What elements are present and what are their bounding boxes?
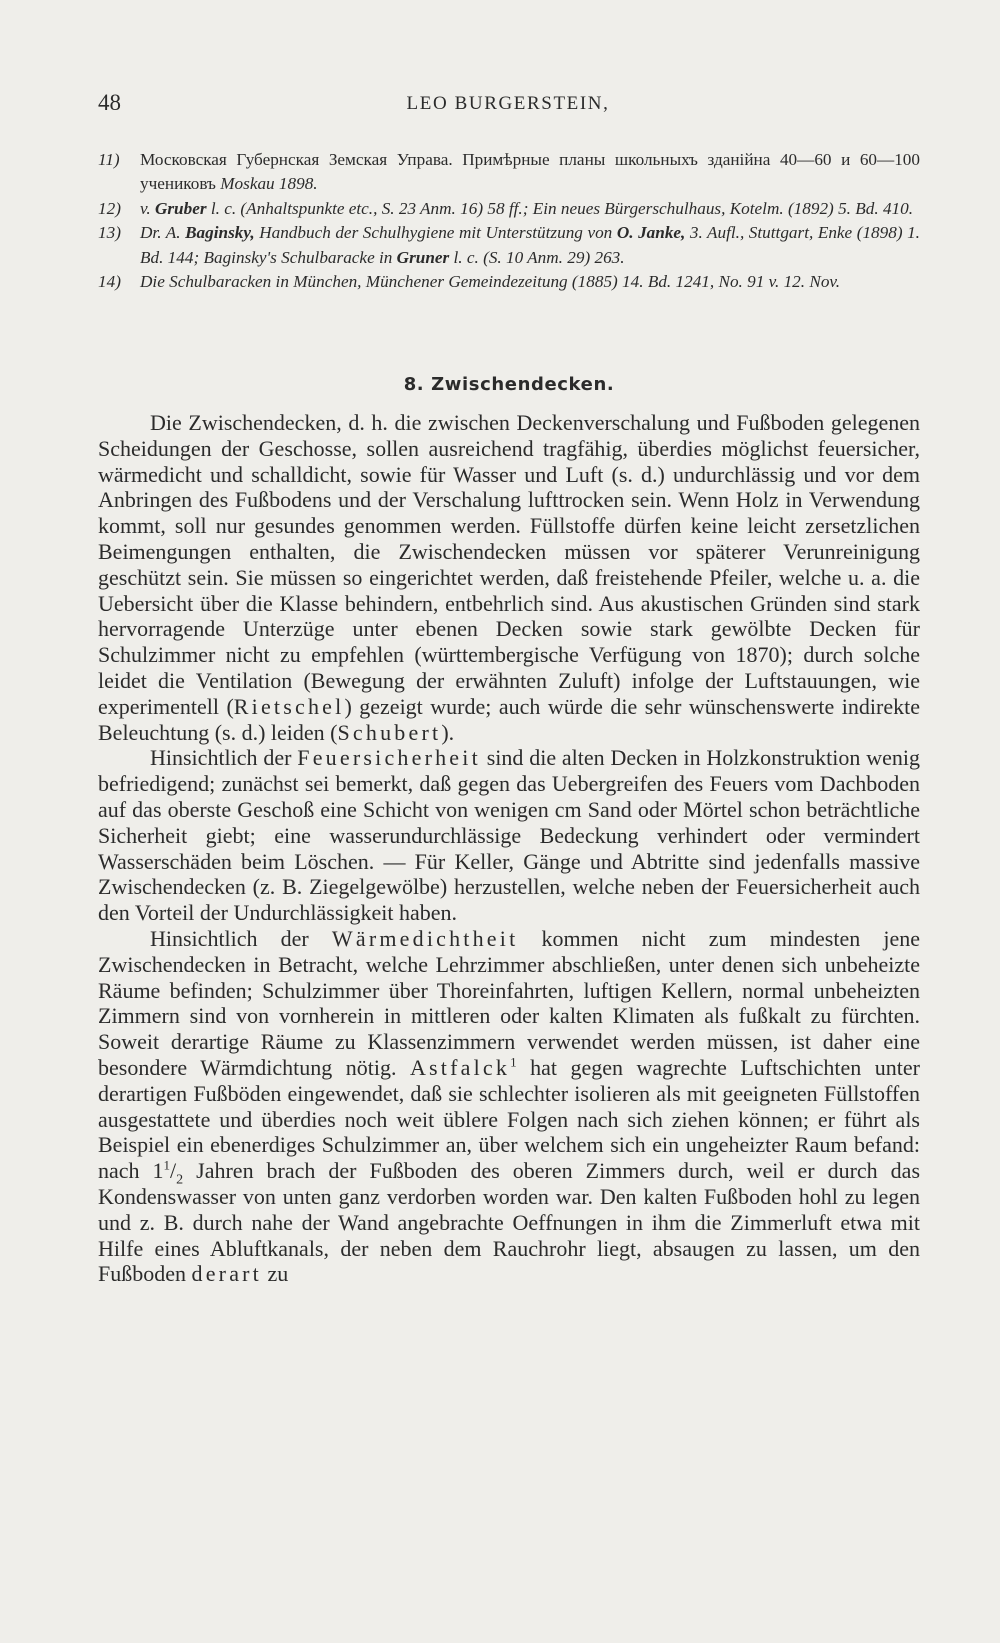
text-run: Hinsichtlich der <box>150 745 298 771</box>
spaced-emphasis: Feuersicherheit <box>297 745 481 771</box>
paragraph <box>98 745 920 926</box>
footnote <box>98 197 920 221</box>
text-run: kommen nicht zum mindesten jene Zwischendecken in Betracht, welche Lehrzimmer abschließen, unter denen sich unbeheizte Räume befinden; Schulzimmer über Thoreinfahrten, luftigen Kellern, normal unbeheizten Zimmern sind von vornherein in mittleren oder kalten Klimaten als fußkalt zu fürchten. Soweit derartige Räume zu Klassenzimmern verwendet werden müssen, ist daher eine besondere Wärmdichtung nötig. <box>98 925 920 1080</box>
text-run: Moskau 1898. <box>220 174 318 194</box>
paragraph <box>98 410 920 745</box>
text-run: ) gezeigt wurde; auch würde die sehr wünschenswerte indirekte Beleuchtung (s. d.) leiden ( <box>98 693 920 745</box>
superscript: 1 <box>163 1157 171 1173</box>
text-run: l. c. (Anhaltspunkte etc., S. 23 Anm. 16) 58 ff.; Ein neues Bürgerschulhaus, Kotelm. (1892) 5. Bd. 410. <box>206 198 914 218</box>
footnotes <box>98 148 920 294</box>
text-run: ). <box>441 719 455 745</box>
section-title: 8. Zwischendecken. <box>403 374 615 395</box>
page-number: 48 <box>98 90 121 115</box>
page-header <box>98 90 918 124</box>
text-run: v. <box>140 198 155 218</box>
text-run: на 40—60 и 60—100 учениковъ <box>140 150 920 194</box>
footnote-number: 12) <box>98 198 121 218</box>
spaced-emphasis: Schubert <box>337 719 442 745</box>
spaced-emphasis: Wärmedichtheit <box>331 925 519 951</box>
bold-name: Baginsky, <box>185 223 255 243</box>
text-run: 3. Aufl., Stuttgart, Enke (1898) 1. Bd. 144; Baginsky's Schulbaracke in <box>140 223 920 267</box>
footnote <box>98 270 920 294</box>
text-run: Hinsichtlich der <box>150 925 332 951</box>
paragraph <box>98 926 920 1287</box>
body-text <box>98 410 920 1287</box>
text-run: Die Zwischendecken, d. h. die zwischen Deckenverschalung und Fußboden gelegenen Scheidungen der Geschosse, sollen ausreichend tragfähig, überdies möglichst feuersicher, wärmedicht und schalldicht, sowie für Wasser und Luft (s. d.) undurchlässig und vor dem Anbringen des Fußbodens und der Verschalung lufttrocken sein. Wenn Holz in Verwendung kommt, soll nur gesundes genommen werden. Füllstoffe dürfen keine leicht zersetzlichen Beimengungen enthalten, die Zwischendecken müssen vor späterer Verunreinigung geschützt sein. Sie müssen so eingerichtet werden, daß freistehende Pfeiler, welche u. a. die Uebersicht über die Klasse behindern, entbehrlich sind. Aus akustischen Gründen sind stark hervorragende Unterzüge unter ebenen Decken sowie stark gewölbte Decken für Schulzimmer nicht zu empfehlen (württembergische Verfügung von 1870); durch solche leidet die Ventilation (Bewegung der erwähnten Zuluft) infolge der Luftstauungen, wie experimentell ( <box>98 410 920 719</box>
spaced-emphasis: Astfalck <box>409 1054 511 1080</box>
text-run: Handbuch der Schulhygiene mit Unterstützung von <box>254 223 617 243</box>
footnote <box>98 221 920 270</box>
footnote-number: 13) <box>98 223 121 243</box>
text-run: hat gegen wagrechte Luftschichten unter derartigen Fußböden eingewendet, daß sie schlechter isolieren als mit geeigneten Füllstoffen ausgestattete und überdies noch weit üblere Folgen nach sich ziehen können; er führt als Beispiel ein ebenerdiges Schulzimmer an, über welchem sich ein ungeheizter Raum befand: nach 1 <box>98 1054 921 1184</box>
superscript: 1 <box>510 1054 517 1070</box>
running-head: LEO BURGERSTEIN, <box>406 93 610 114</box>
text-run: Dr. A. <box>140 223 186 243</box>
bold-name: Gruber <box>154 198 207 218</box>
text-run: l. c. (S. 10 Anm. 29) 263. <box>449 247 625 267</box>
footnote <box>98 148 920 197</box>
text-run: Московская Губернская Земская Управа. Примѣрные планы школьныхъ зданій <box>140 150 754 169</box>
text-run: Die Schulbaracken in München, Münchener Gemeindezeitung (1885) 14. Bd. 1241, No. 91 v. 12. Nov. <box>140 272 841 292</box>
footnote-number: 11) <box>98 150 120 169</box>
bold-name: Gruner <box>396 247 450 267</box>
text-run: Jahren brach der Fußboden des oberen Zimmers durch, weil er durch das Kondenswasser von unten ganz verdorben worden war. Den kalten Fußboden hohl zu legen und z. B. durch nahe der Wand angebrachte Oeffnungen in ihm die Zimmerluft etwa mit Hilfe eines Abluftkanals, der neben dem Rauchrohr liegt, absaugen zu lassen, um den Fußboden <box>98 1158 921 1287</box>
text-run: sind die alten Decken in Holzkonstruktion wenig befriedigend; zunächst sei bemerkt, daß gegen das Uebergreifen des Feuers vom Dachboden auf das oberste Geschoß eine Schicht von wenigen cm Sand oder Mörtel schon beträchtliche Sicherheit giebt; eine wasserundurchlässige Bedeckung verhindert oder vermindert Wasserschäden beim Löschen. — Für Keller, Gänge und Abtritte sind jedenfalls massive Zwischendecken (z. B. Ziegelgewölbe) herzustellen, welche neben der Feuersicherheit auch den Vorteil der Undurchlässigkeit haben. <box>98 745 920 926</box>
spaced-emphasis: Rietschel <box>233 693 345 719</box>
text-run: / <box>170 1158 177 1184</box>
text-run: zu <box>262 1261 289 1287</box>
spaced-emphasis: derart <box>191 1261 262 1287</box>
subscript: 2 <box>176 1172 184 1188</box>
footnote-number: 14) <box>98 272 121 292</box>
bold-name: O. Janke, <box>616 223 686 243</box>
